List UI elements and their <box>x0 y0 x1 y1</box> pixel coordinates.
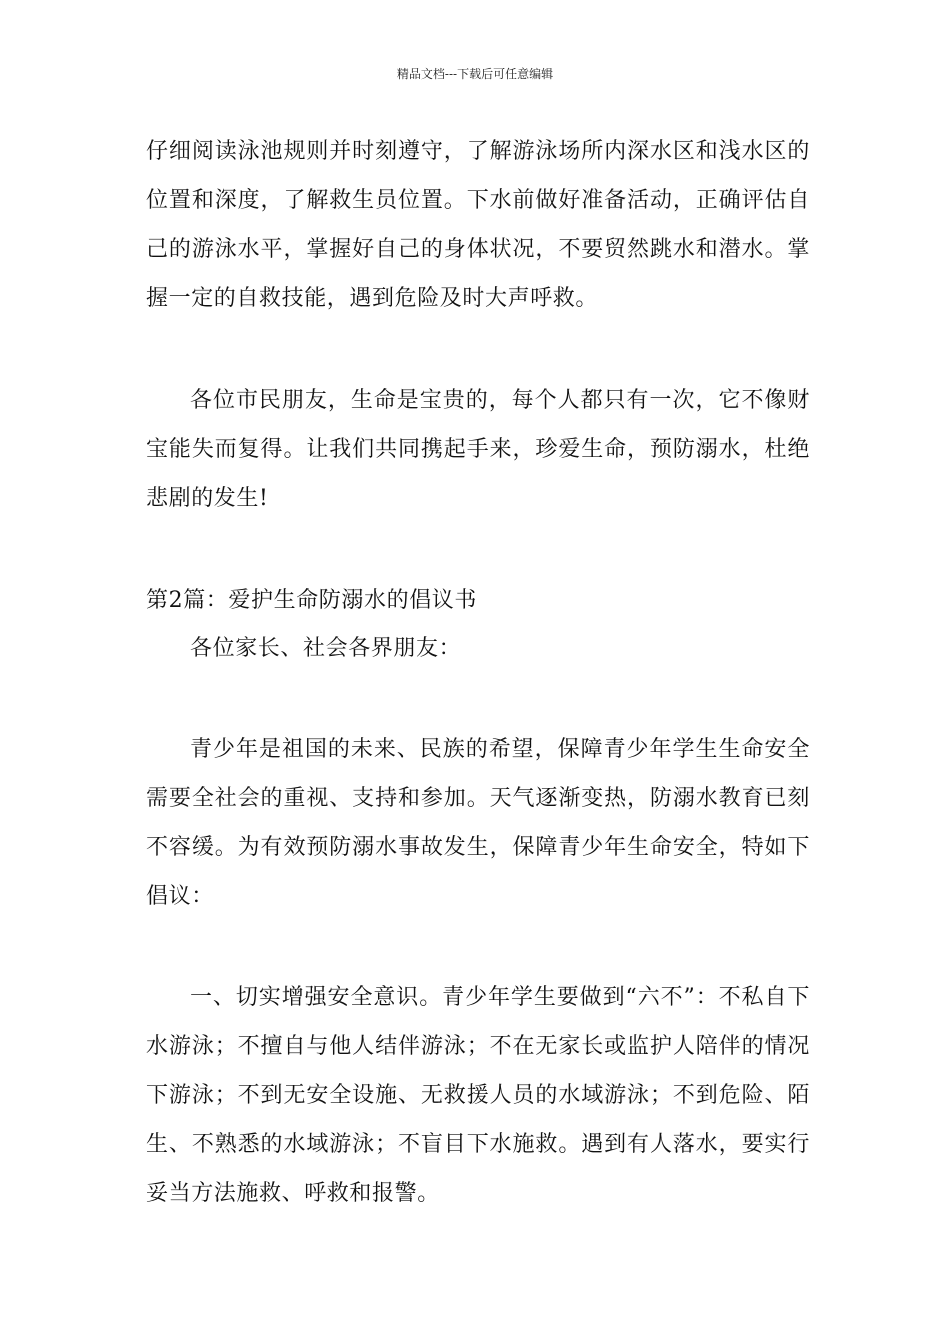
page-header: 精品文档---下载后可任意编辑 <box>396 67 554 81</box>
section-title: 第2篇：爱护生命防溺水的倡议书 <box>146 588 477 613</box>
paragraph-appeal-citizens: 各位市民朋友，生命是宝贵的，每个人都只有一次，它不像财宝能失而复得。让我们共同携起手来，珍爱生命，预防溺水，杜绝悲剧的发生! <box>146 388 810 511</box>
salutation: 各位家长、社会各界朋友： <box>190 636 462 661</box>
paragraph-six-nots: 一、切实增强安全意识。青少年学生要做到“六不”：不私自下水游泳；不擅自与他人结伴游泳；不在无家长或监护人陪伴的情况下游泳；不到无安全设施、无救援人员的水域游泳；不到危险、陌生、不熟悉的水域游泳；不盲目下水施救。遇到有人落水，要实行妥当方法施救、呼救和报警。 <box>146 985 810 1206</box>
paragraph-pool-rules: 仔细阅读泳池规则并时刻遵守，了解游泳场所内深水区和浅水区的位置和深度，了解救生员位置。下水前做好准备活动，正确评估自己的游泳水平，掌握好自己的身体状况，不要贸然跳水和潜水。掌握一定的自救技能，遇到危险及时大声呼救。 <box>146 139 810 311</box>
paragraph-youth-safety: 青少年是祖国的未来、民族的希望，保障青少年学生生命安全需要全社会的重视、支持和参加。天气逐渐变热，防溺水教育已刻不容缓。为有效预防溺水事故发生，保障青少年生命安全，特如下倡议： <box>146 737 810 909</box>
